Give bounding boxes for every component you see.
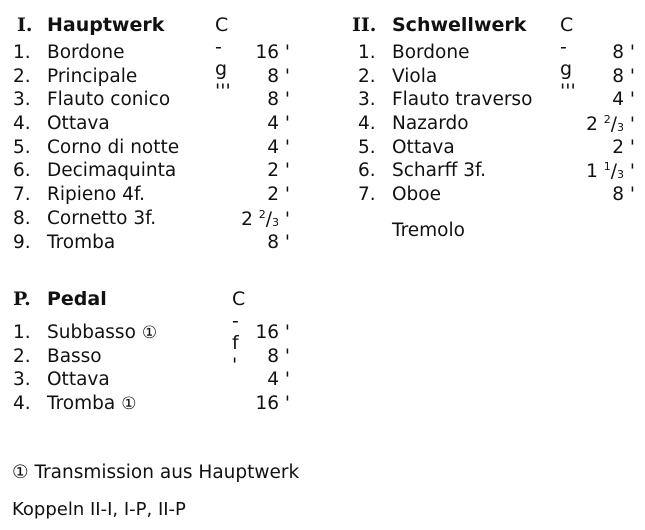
stop-index: 4. <box>13 113 31 135</box>
stop-length: 8 ' <box>267 345 290 367</box>
stop-index: 1. <box>13 322 31 343</box>
stop-name: Ottava <box>47 369 110 391</box>
stop-name: Viola <box>392 65 438 87</box>
stop-index: 7. <box>358 184 376 206</box>
division-numeral: P. <box>13 288 31 310</box>
stop-index: 1. <box>13 42 31 63</box>
stop-name: Flauto traverso <box>392 89 533 111</box>
stop-length: 8 ' <box>267 89 290 111</box>
length-whole: 1 <box>586 161 598 183</box>
stop-name: Principale <box>47 65 138 87</box>
stop-name: Decimaquinta <box>47 160 177 182</box>
division-name: Pedal <box>47 288 107 310</box>
stop-index: 1. <box>358 42 376 63</box>
length-whole: 2 <box>586 114 598 136</box>
stop-index: 6. <box>358 160 376 182</box>
division-range: C - f ' <box>232 288 246 376</box>
stop-length: 8 ' <box>267 65 290 87</box>
stop-index: 4. <box>13 393 31 415</box>
length-denominator: 3 <box>617 121 625 135</box>
stop-length: 4 ' <box>267 113 290 135</box>
stop-length: 2 ' <box>267 184 290 206</box>
stop-name: Nazardo <box>392 113 469 135</box>
stop-length: 4 ' <box>267 136 290 158</box>
stop-index: 3. <box>13 369 31 391</box>
stop-length: 16 ' <box>255 322 290 343</box>
division-name: Hauptwerk <box>47 14 165 36</box>
division-range: C - g ''' <box>215 14 231 102</box>
footnote-text: ① Transmission aus Hauptwerk <box>12 462 300 483</box>
stop-index: 3. <box>358 89 376 111</box>
length-numerator: 2 <box>603 113 611 127</box>
length-numerator: 2 <box>258 207 266 221</box>
couplers-text: Koppeln II-I, I-P, II-P <box>12 499 186 520</box>
stop-index: 3. <box>13 89 31 111</box>
stop-index: 8. <box>13 207 31 229</box>
stop-index: 7. <box>13 184 31 206</box>
stop-length: 1 $^1/_3$ ' <box>586 160 635 183</box>
stop-length: 8 ' <box>612 42 635 63</box>
length-denominator: 3 <box>272 215 280 229</box>
stop-length: 2 ' <box>267 160 290 182</box>
stop-index: 4. <box>358 113 376 135</box>
stop-length: 4 ' <box>267 369 290 391</box>
stop-index: 9. <box>13 231 31 253</box>
division-numeral: I. <box>17 14 33 36</box>
stop-length: 8 ' <box>612 65 635 87</box>
length-unit: ' <box>279 208 290 230</box>
stop-name: Bordone <box>392 42 470 63</box>
stop-name: Flauto conico <box>47 89 171 111</box>
stop-length: 8 ' <box>612 184 635 206</box>
stop-index: 5. <box>358 136 376 158</box>
stop-length: 2 ' <box>612 136 635 158</box>
length-denominator: 3 <box>617 168 625 182</box>
stop-length: 16 ' <box>255 42 290 63</box>
stop-name: Tromba ① <box>47 393 137 415</box>
stop-index: 2. <box>13 65 31 87</box>
stop-name: Ripieno 4f. <box>47 184 146 206</box>
division-name: Schwellwerk <box>392 14 527 36</box>
stop-name: Cornetto 3f. <box>47 207 157 229</box>
tremolo-label: Tremolo <box>392 220 465 241</box>
stop-name: Ottava <box>47 113 110 135</box>
stop-index: 5. <box>13 136 31 158</box>
division-numeral: II. <box>352 14 377 36</box>
stop-length: 2 $^2/_3$ ' <box>586 113 635 136</box>
stop-name: Oboe <box>392 184 442 206</box>
footnote-marker: ① <box>141 323 158 343</box>
stop-name: Scharff 3f. <box>392 160 487 182</box>
stop-length: 2 $^2/_3$ ' <box>241 207 290 230</box>
stop-name: Basso <box>47 345 102 367</box>
length-numerator: 1 <box>603 160 611 174</box>
stop-name: Ottava <box>392 136 455 158</box>
division-range: C - g ''' <box>560 14 576 102</box>
stop-length: 8 ' <box>267 231 290 253</box>
stop-length: 4 ' <box>612 89 635 111</box>
stop-name: Corno di notte <box>47 136 180 158</box>
length-whole: 2 <box>241 208 253 230</box>
stop-index: 2. <box>13 345 31 367</box>
footnote-marker: ① <box>121 394 137 415</box>
stop-index: 2. <box>358 65 376 87</box>
length-unit: ' <box>624 114 635 136</box>
stop-length: 16 ' <box>255 393 290 415</box>
stop-name: Subbasso ① <box>47 322 158 343</box>
length-unit: ' <box>624 161 635 183</box>
stop-name: Tromba <box>47 231 116 253</box>
stop-index: 6. <box>13 160 31 182</box>
stop-name: Bordone <box>47 42 125 63</box>
